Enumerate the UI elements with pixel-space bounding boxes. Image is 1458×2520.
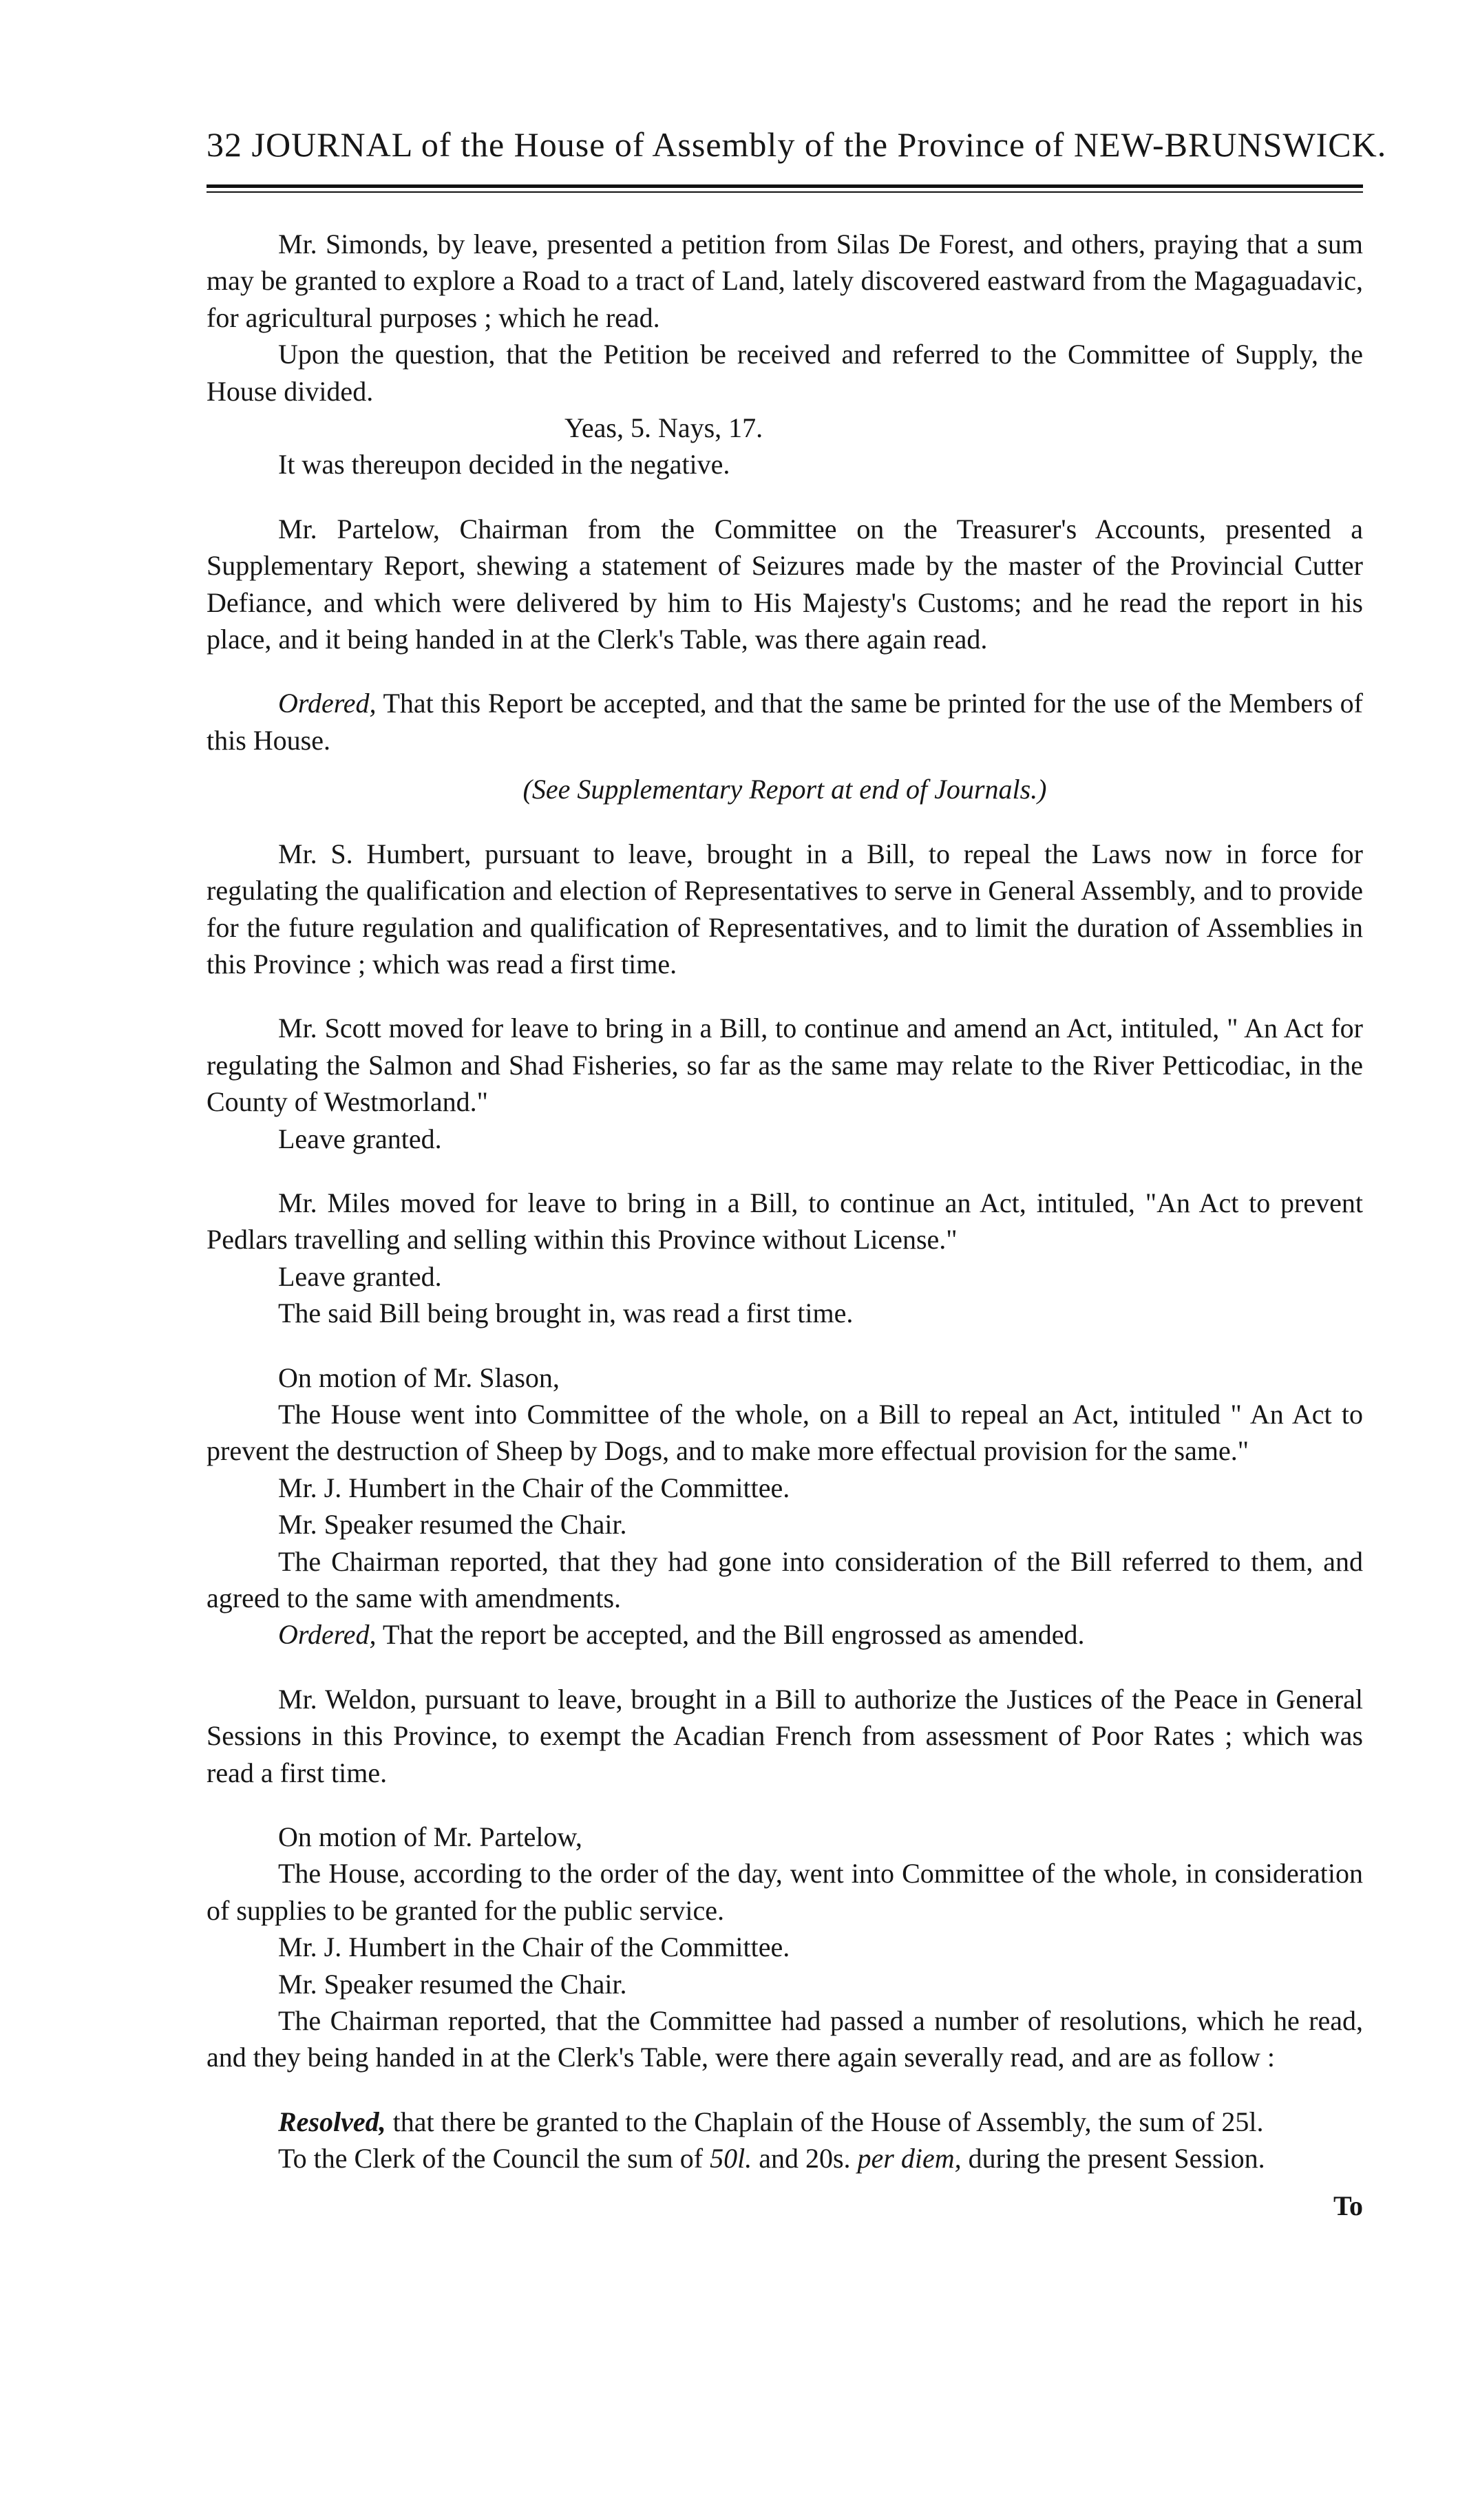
sheep-bill-reported: The Chairman reported, that they had gone into consideration of the Bill referred to them, and agreed to the same with amendments. — [207, 1545, 1363, 1613]
clerk-text-c: during the present Session. — [968, 2143, 1265, 2174]
pedlars-bill-paragraph: Mr. Miles moved for leave to bring in a Bill, to continue an Act, intituled, "An Act to prevent Pedlars travelling and selling within this Province without License." — [207, 1187, 1363, 1256]
fisheries-leave-granted: Leave granted. — [278, 1123, 442, 1154]
supply-committee-paragraph: The House, according to the order of the day, went into Committee of the whole, in consideration of supplies to be granted for the public service. — [207, 1858, 1363, 1926]
supplementary-report-paragraph: Mr. Partelow, Chairman from the Committee on the Treasurer's Accounts, presented a Supplementary Report, shewing a statement of Seizures made by the master of the Provincial Cutter Defiance, and which were delivered by him to His Majesty's Customs; and he read the report in his place, and it being handed in at the Clerk's Table, was there again read. — [207, 513, 1363, 655]
chaplain-resolution-text: that there be granted to the Chaplain of the House of Assembly, the sum of 25l. — [392, 2106, 1264, 2137]
catchword: To — [1333, 2190, 1363, 2221]
journal-page — [207, 124, 1387, 2221]
header-rule-thin — [207, 191, 1363, 193]
poor-rates-bill-paragraph: Mr. Weldon, pursuant to leave, brought in a Bill to authorize the Justices of the Peace in General Sessions in this Province, to exempt the Acadian French from assessment of Poor Rates ; which was read a first time. — [207, 1683, 1363, 1788]
running-header — [207, 124, 1387, 165]
petition-question: Upon the question, that the Petition be received and referred to the Committee of Supply, the House divided. — [207, 339, 1363, 407]
pedlars-bill-read: The said Bill being brought in, was read a first time. — [278, 1298, 854, 1329]
pedlars-leave-granted: Leave granted. — [278, 1260, 442, 1292]
resolved-label: Resolved, — [278, 2106, 386, 2137]
header-rule-thick — [207, 184, 1363, 188]
petition-result: It was thereupon decided in the negative. — [278, 449, 730, 480]
page-number: 32 — [207, 125, 242, 164]
sheep-bill-speaker: Mr. Speaker resumed the Chair. — [278, 1509, 627, 1540]
ordered-report-text: That this Report be accepted, and that the same be printed for the use of the Members of this House. — [207, 688, 1363, 756]
clerk-text-a: To the Clerk of the Council the sum of — [278, 2143, 704, 2174]
sheep-bill-chair: Mr. J. Humbert in the Chair of the Committee. — [278, 1472, 790, 1503]
clerk-per-diem: per diem, — [857, 2143, 962, 2174]
running-title: JOURNAL of the House of Assembly of the Province of NEW-BRUNSWICK. — [251, 125, 1387, 164]
representatives-bill-paragraph: Mr. S. Humbert, pursuant to leave, brought in a Bill, to repeal the Laws now in force for regulating the qualification and election of Representatives to serve in General Assembly, and to provide for the future regulation and qualification of Representatives, and to limit the duration of Assemblies in this Province ; which was read a first time. — [207, 838, 1363, 980]
division-votes: Yeas, 5. Nays, 17. — [564, 412, 763, 444]
ordered-report-paragraph — [207, 685, 1363, 759]
ordered-label: Ordered, — [278, 688, 377, 719]
council-clerk-resolution — [207, 2140, 1363, 2177]
supply-committee-chair: Mr. J. Humbert in the Chair of the Committee. — [278, 1931, 790, 1963]
supply-committee-speaker: Mr. Speaker resumed the Chair. — [278, 1968, 627, 2000]
fisheries-bill-paragraph: Mr. Scott moved for leave to bring in a Bill, to continue and amend an Act, intituled, " An Act for regulating the Salmon and Shad Fisheries, so far as the same may relate to the River Petticodiac, in the County of Westmorland." — [207, 1013, 1363, 1118]
clerk-text-b: and 20s. — [759, 2143, 851, 2174]
see-supplementary-note: (See Supplementary Report at end of Journals.) — [522, 774, 1047, 805]
slason-motion: On motion of Mr. Slason, — [278, 1362, 560, 1393]
supply-committee-reported: The Chairman reported, that the Committee had passed a number of resolutions, which he read, and they being handed in at the Clerk's Table, were there again severally read, and are as follow : — [207, 2005, 1363, 2073]
journal-body — [207, 226, 1363, 2177]
clerk-amount: 50l. — [710, 2143, 752, 2174]
chaplain-resolution — [207, 2104, 1363, 2140]
partelow-motion: On motion of Mr. Partelow, — [278, 1821, 582, 1853]
petition-paragraph: Mr. Simonds, by leave, presented a petition from Silas De Forest, and others, praying that a sum may be granted to explore a Road to a tract of Land, lately discovered eastward from the Magaguadavic, for agricultural purposes ; which he read. — [207, 229, 1363, 333]
sheep-bill-ordered-text: That the report be accepted, and the Bill engrossed as amended. — [382, 1619, 1085, 1651]
sheep-bill-ordered — [207, 1616, 1363, 1653]
ordered-label: Ordered, — [278, 1619, 377, 1651]
sheep-bill-paragraph: The House went into Committee of the whole, on a Bill to repeal an Act, intituled " An Act to prevent the destruction of Sheep by Dogs, and to make more effectual provision for the same." — [207, 1398, 1363, 1467]
